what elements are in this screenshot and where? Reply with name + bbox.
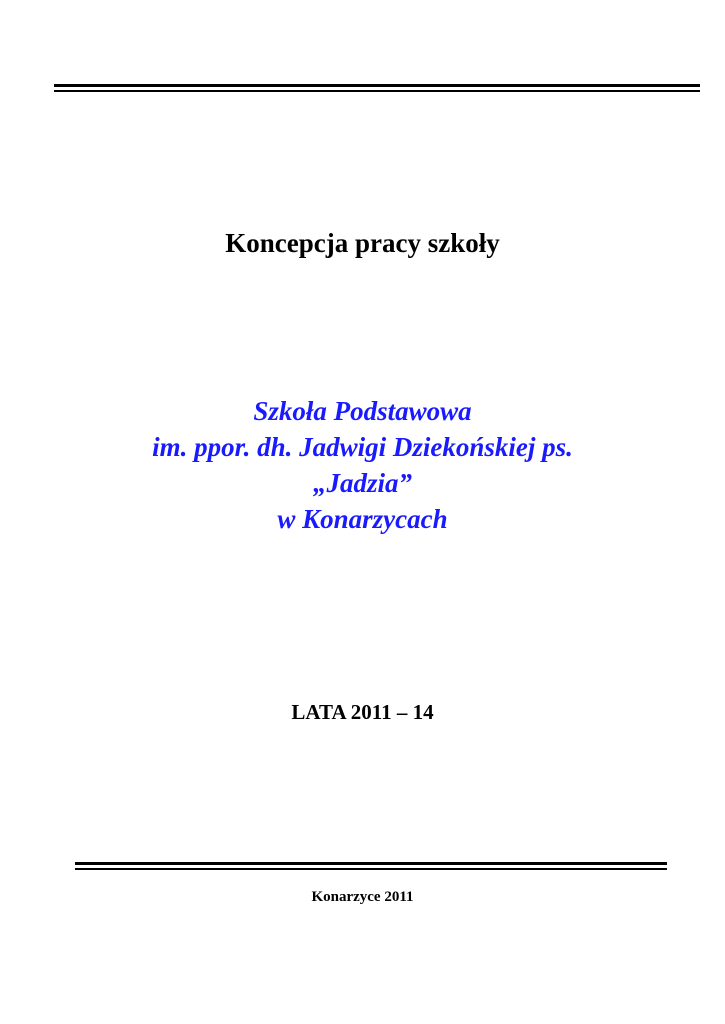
place-and-year: Konarzyce 2011 bbox=[311, 889, 414, 905]
school-line-1: Szkoła Podstawowa bbox=[253, 396, 472, 426]
years-range: LATA 2011 – 14 bbox=[291, 700, 434, 724]
school-line-4: w Konarzycach bbox=[277, 504, 448, 534]
school-name bbox=[0, 393, 725, 537]
document-title: Koncepcja pracy szkoły bbox=[225, 228, 500, 258]
bottom-rule-upper bbox=[75, 862, 667, 865]
top-rule-upper bbox=[54, 84, 700, 87]
top-rule-lower bbox=[54, 90, 700, 92]
school-line-3: „Jadzia” bbox=[312, 468, 412, 498]
bottom-rule-lower bbox=[75, 868, 667, 870]
school-line-2: im. ppor. dh. Jadwigi Dziekońskiej ps. bbox=[152, 432, 573, 462]
